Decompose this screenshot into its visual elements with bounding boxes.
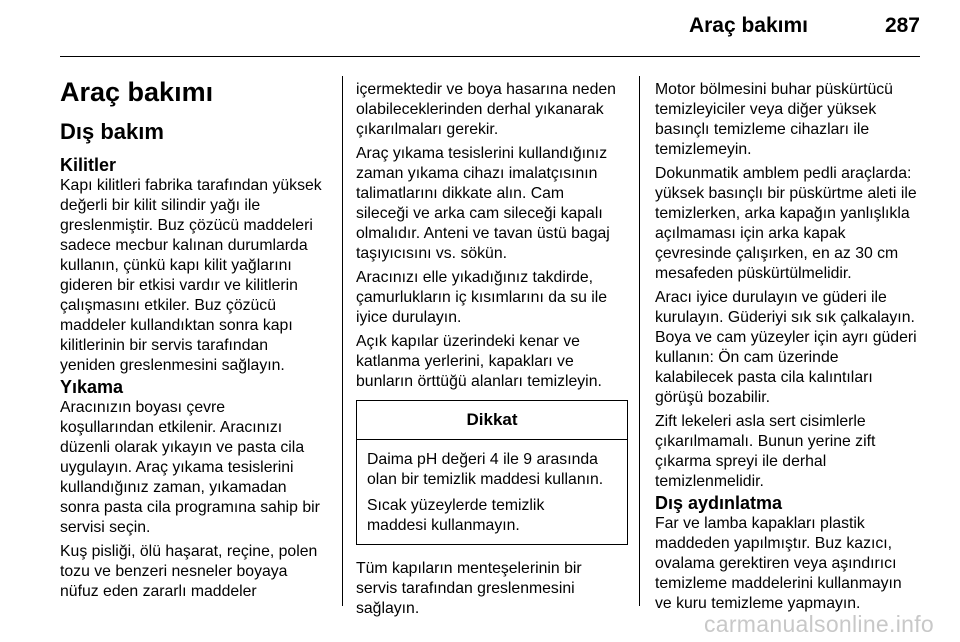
notice-title: Dikkat [357, 401, 627, 440]
section-title: Dış bakım [60, 119, 164, 144]
dis-aydinlatma-heading: Dış aydınlatma [655, 493, 783, 513]
col2-paragraph-1: içermektedir ve boya hasarına neden olabileceklerinden derhal yıkanarak çıkarılmaları gerekir. [356, 81, 616, 138]
col3-paragraph-1: Motor bölmesini buhar püskürtücü temizleyiciler veya diğer yüksek basınçlı temizleme cihazları ile temizlemeyin. [655, 81, 893, 158]
yikama-paragraph-1: Aracınızın boyası çevre koşullarından etkilenir. Aracınızı düzenli olarak yıkayın ve pasta cila uygulayın. Araç yıkama tesislerini kullandığınız zaman, yıkamadan sonra pasta cila programına sahip bir servisi seçin. [60, 399, 320, 536]
running-header-title: Araç bakımı [688, 14, 808, 37]
col2-paragraph-5: Tüm kapıların menteşelerinin bir servis tarafından greslenmesini sağlayın. [356, 560, 582, 617]
watermark: carmanualsonline.info [703, 611, 934, 637]
col3-paragraph-4: Zift lekeleri asla sert cisimlerle çıkarılmamalı. Bunun yerine zift çıkarma spreyi ile derhal temizlenmelidir. [655, 413, 876, 490]
column-2 [356, 80, 628, 619]
header-divider [60, 56, 920, 57]
col2-paragraph-4: Açık kapılar üzerindeki kenar ve katlanma yerlerini, kapakları ve bunların örttüğü alanları temizleyin. [356, 333, 602, 390]
kilitler-paragraph: Kapı kilitleri fabrika tarafından yüksek değerli bir kilit silindir yağı ile greslenmiştir. Buz çözücü maddeleri sadece mecbur kalınan durumlarda kullanın, çünkü kapı kilit yağlarını gideren bir etkisi vardır ve kilitlerin çalışmasını etkiler. Buz çözücü maddeler kullandıktan sonra kapı kilitlerinin bir servis tarafından yeniden greslenmesini sağlayın. [60, 177, 322, 374]
col3-paragraph-3: Aracı iyice durulayın ve güderi ile kurulayın. Güderiyi sık sık çalkalayın. Boya ve cam yüzeyler için ayrı güderi kullanın: Ön cam üzerinde kalabilecek pasta cila kalıntıları görüşü bozabilir. [655, 289, 917, 406]
yikama-paragraph-2: Kuş pisliği, ölü haşarat, reçine, polen tozu ve benzeri nesneler boyaya nüfuz eden zararlı maddeler [60, 543, 318, 600]
notice-paragraph-2: Sıcak yüzeylerde temizlik maddesi kullanmayın. [367, 497, 545, 534]
notice-box [356, 400, 628, 545]
notice-paragraph-1: Daima pH değeri 4 ile 9 arasında olan bir temizlik maddesi kullanın. [367, 451, 604, 488]
column-divider-1 [342, 76, 343, 606]
col2-paragraph-3: Aracınızı elle yıkadığınız takdirde, çamurlukların iç kısımlarını da su ile iyice durulayın. [356, 269, 608, 326]
page-number: 287 [884, 14, 920, 37]
yikama-heading: Yıkama [60, 377, 124, 397]
notice-body [357, 440, 627, 544]
col2-paragraph-2: Araç yıkama tesislerini kullandığınız zaman yıkama cihazı imalatçısının talimatlarını dikkate alın. Cam sileceği ve arka cam sileceği kapalı olmalıdır. Anteni ve tavan üstü bagaj taşıyıcısını vs. sökün. [356, 145, 610, 262]
dis-aydinlatma-paragraph: Far ve lamba kapakları plastik maddeden yapılmıştır. Buz kazıcı, ovalama gerektiren veya aşındırıcı temizleme maddelerini kullanmayın ve kuru temizleme yapmayın. [655, 515, 902, 612]
column-divider-2 [639, 76, 640, 606]
chapter-title: Araç bakımı [60, 77, 214, 107]
column-3 [655, 80, 927, 614]
col3-paragraph-2: Dokunmatik amblem pedli araçlarda: yüksek basınçlı bir püskürtme aleti ile temizlerken, arka kapağın yanlışlıkla açılmaması için arka kapak çevresinde çalışırken, en az 30 cm mesafeden püskürtülmelidir. [655, 165, 917, 282]
column-1 [60, 76, 328, 602]
kilitler-heading: Kilitler [60, 155, 117, 175]
